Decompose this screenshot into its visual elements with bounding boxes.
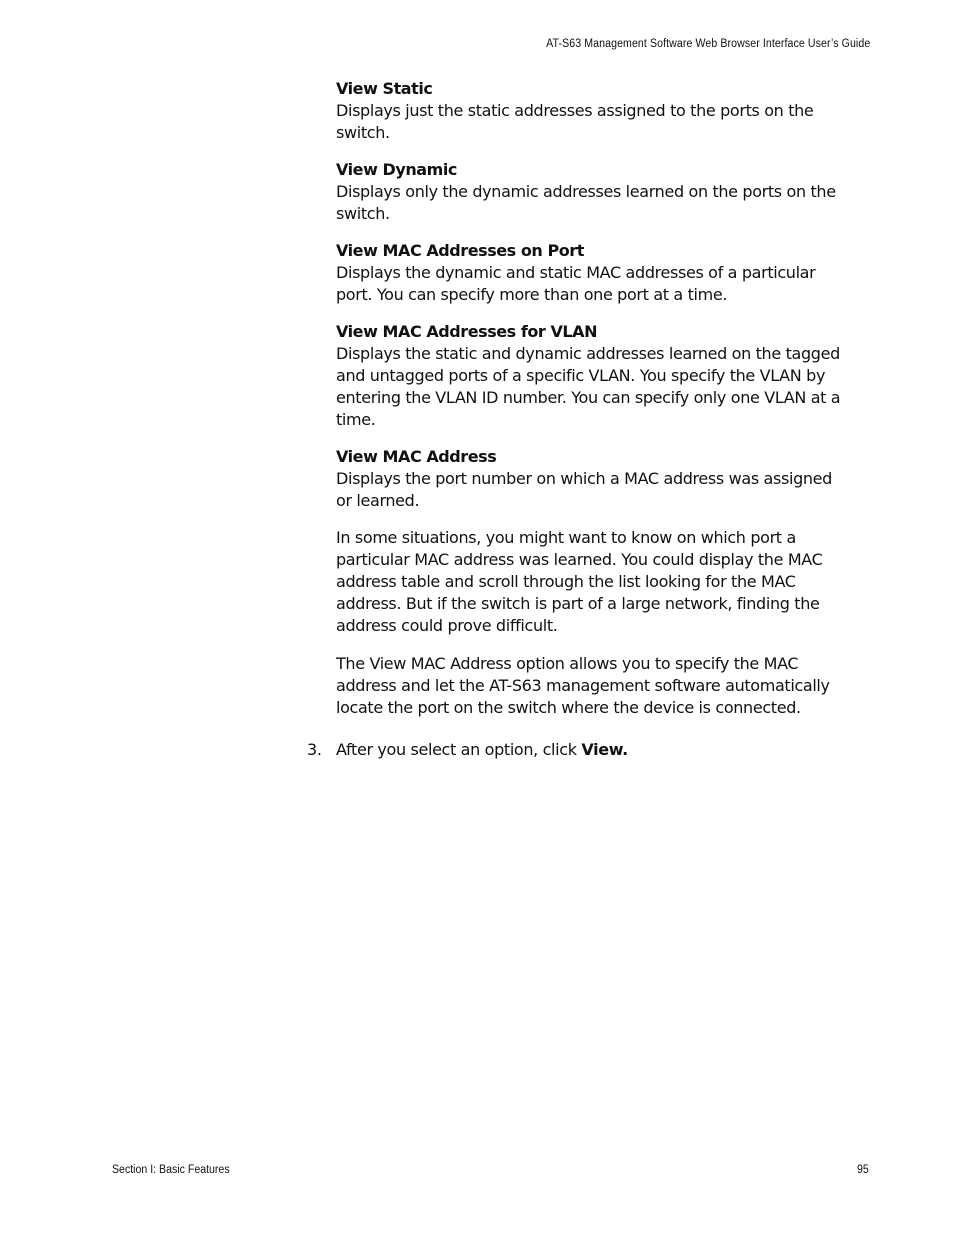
- option-view-static: [336, 78, 842, 144]
- option-view-mac-address: [336, 446, 842, 512]
- option-title: View MAC Addresses for VLAN: [336, 322, 598, 341]
- option-description: Displays the dynamic and static MAC addresses of a particular port. You can specify more than one port at a time.: [336, 263, 816, 304]
- option-title: View Static: [336, 79, 433, 98]
- option-view-mac-addresses-for-vlan: [336, 321, 842, 431]
- step-text: After you select an option, click: [336, 740, 582, 759]
- option-title: View MAC Addresses on Port: [336, 241, 584, 260]
- option-description: Displays just the static addresses assigned to the ports on the switch.: [336, 101, 814, 142]
- option-title: View MAC Address: [336, 447, 497, 466]
- step-number: 3.: [307, 740, 322, 759]
- step-emphasis: View.: [581, 740, 628, 759]
- option-view-mac-addresses-on-port: [336, 240, 842, 306]
- option-title: View Dynamic: [336, 160, 457, 179]
- page-number: 95: [857, 1164, 869, 1176]
- running-header: AT-S63 Management Software Web Browser Interface User’s Guide: [545, 38, 870, 50]
- procedure-step: [307, 739, 842, 761]
- option-view-dynamic: [336, 159, 842, 225]
- option-description: Displays only the dynamic addresses learned on the ports on the switch.: [336, 182, 836, 223]
- page-content: [307, 78, 842, 761]
- option-description: Displays the static and dynamic addresses learned on the tagged and untagged ports of a specific VLAN. You specify the VLAN by entering the VLAN ID number. You can specify only one VLAN at a time.: [336, 344, 841, 429]
- footer-section: Section I: Basic Features: [112, 1164, 230, 1176]
- body-paragraph: In some situations, you might want to know on which port a particular MAC address was learned. You could display the MAC address table and scroll through the list looking for the MAC address. But if the switch is part of a large network, finding the address could prove difficult.: [336, 528, 823, 635]
- option-description: Displays the port number on which a MAC address was assigned or learned.: [336, 469, 832, 510]
- body-paragraph: The View MAC Address option allows you to specify the MAC address and let the AT-S63 management software automatically locate the port on the switch where the device is connected.: [336, 654, 830, 717]
